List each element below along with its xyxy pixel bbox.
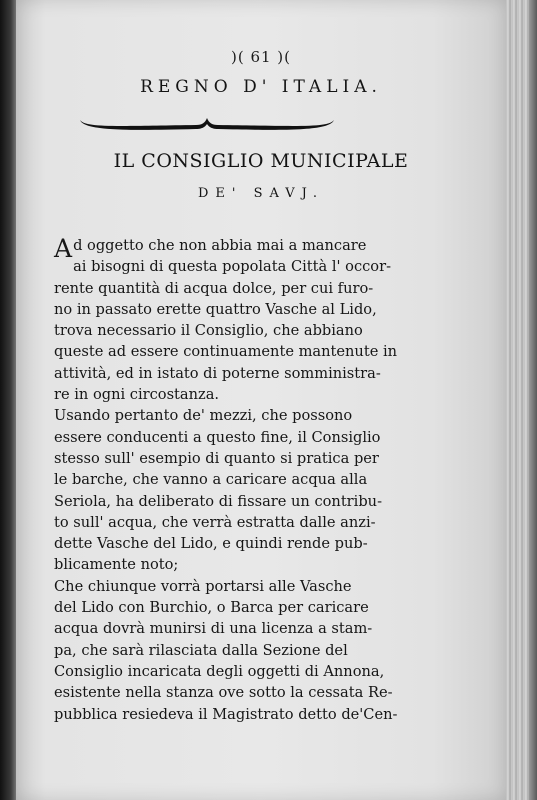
running-head: REGNO D' ITALIA. <box>140 77 382 97</box>
text-line: del Lido con Burchio, o Barca per caricare <box>54 599 369 617</box>
text-line: Consiglio incaricata degli oggetti di Annona, <box>54 662 385 680</box>
text-line: stesso sull' esempio di quanto si pratica per <box>54 449 379 467</box>
text-line: ai bisogni di questa popolata Città l' occor- <box>73 258 391 276</box>
page-number: )( 61 )( <box>230 48 292 66</box>
book-page-edges-right <box>506 0 537 800</box>
text-line: trova necessario il Consiglio, che abbiano <box>54 322 363 340</box>
text-line: acqua dovrà munirsi di una licenza a stam- <box>54 620 373 638</box>
text-line: no in passato erette quattro Vasche al Lido, <box>54 300 377 318</box>
document-title: IL CONSIGLIO MUNICIPALE <box>113 150 409 172</box>
text-line: pubblica resiedeva il Magistrato detto de'Cen- <box>54 705 398 723</box>
text-line: blicamente noto; <box>54 556 179 574</box>
text-line: le barche, che vanno a caricare acqua alla <box>54 471 368 489</box>
book-page <box>16 0 506 800</box>
text-line: to sull' acqua, che verrà estratta dalle anzi- <box>54 513 376 531</box>
text-line: re in ogni circostanza. <box>54 386 220 404</box>
paragraph-1 <box>54 235 410 405</box>
text-line: dette Vasche del Lido, e quindi rende pub- <box>54 535 368 553</box>
text-line: esistente nella stanza ove sotto la cessata Re- <box>54 684 393 702</box>
text-line: rente quantità di acqua dolce, per cui furo- <box>54 279 374 297</box>
body-text <box>54 235 410 725</box>
text-line: d oggetto che non abbia mai a mancare <box>73 237 367 254</box>
text-line: Seriola, ha deliberato di fissare un contribu- <box>54 492 382 510</box>
text-line: Usando pertanto de' mezzi, che possono <box>54 407 353 425</box>
text-line: essere conducenti a questo fine, il Consiglio <box>54 428 381 446</box>
paragraph-2 <box>54 405 410 575</box>
document-subtitle: DE' SAVJ. <box>198 186 324 201</box>
text-line: pa, che sarà rilasciata dalla Sezione del <box>54 641 348 659</box>
drop-cap: A <box>54 234 73 263</box>
text-line: Che chiunque vorrà portarsi alle Vasche <box>54 577 352 595</box>
text-line: queste ad essere continuamente mantenute in <box>54 343 398 361</box>
text-line: attività, ed in istato di poterne somministra- <box>54 364 381 382</box>
paragraph-3 <box>54 576 410 725</box>
ornamental-rule <box>76 106 338 132</box>
